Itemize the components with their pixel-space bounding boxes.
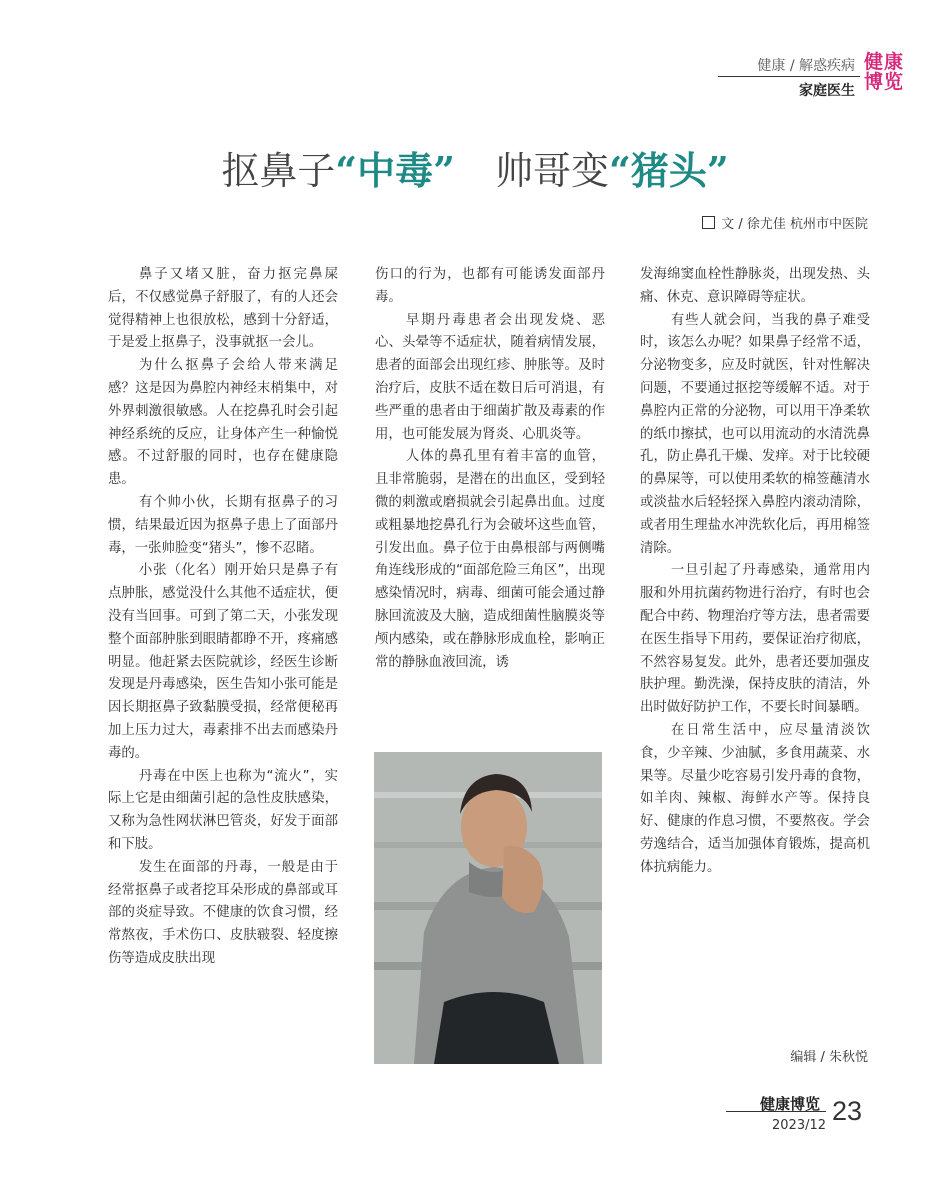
title-part-a: 抠鼻子 — [221, 149, 336, 193]
paragraph-6-tail: 伤口的行为，也都有可能诱发面部丹毒。 — [375, 267, 605, 305]
byline — [702, 213, 868, 232]
paragraph-3: 有个帅小伙，长期有抠鼻子的习惯，结果最近因为抠鼻子患上了面部丹毒，一张帅脸变“猪头”，惨不忍睹。 — [108, 494, 338, 556]
title-part-d: “猪头” — [609, 148, 729, 193]
brand-line-1: 健康 — [864, 51, 905, 73]
header-brand-logo — [864, 52, 912, 92]
paragraph-4: 小张（化名）刚开始只是鼻子有点肿胀，感觉没什么其他不适症状，便没有当回事。可到了第二天，小张发现整个面部肿胀到眼睛都睁不开，疼痛感明显。他赶紧去医院就诊，经医生诊断发现是丹毒感染，医生告知小张可能是因长期抠鼻子致黏膜受损，经常便秘再加上压力过大，毒素排不出去而感染丹毒的。 — [108, 563, 338, 761]
article-photo — [374, 752, 602, 1064]
paragraph-8-tail: 发海绵窦血栓性静脉炎，出现发热、头痛、休克、意识障碍等症状。 — [640, 267, 870, 305]
title-part-c: 帅哥变 — [495, 149, 610, 193]
man-photo-illustration — [374, 752, 602, 1064]
footer-brand: 健康博览 — [760, 1095, 821, 1113]
editor-credit: 编辑 / 朱秋悦 — [790, 1050, 868, 1065]
paragraph-11: 在日常生活中，应尽量清淡饮食，少辛辣、少油腻，多食用蔬菜、水果等。尽量少吃容易引发丹毒的食物，如羊肉、辣椒、海鲜水产等。保持良好、健康的作息习惯，不要熬夜。学会劳逸结合，适当加强体育锻炼，提高机体抗病能力。 — [640, 722, 870, 875]
paragraph-9: 有些人就会问，当我的鼻子难受时，该怎么办呢？如果鼻子经常不适，分泌物变多，应及时就医，针对性解决问题，不要通过抠挖等缓解不适。对于鼻腔内正常的分泌物，可以用干净柔软的纸巾擦拭，也可以用流动的水清洗鼻孔，防止鼻孔干燥、发痒。对于比较硬的鼻屎等，可以使用柔软的棉签蘸清水或淡盐水后轻轻探入鼻腔内滚动清除，或者用生理盐水冲洗软化后，再用棉签清除。 — [640, 312, 870, 556]
article-title — [0, 140, 950, 195]
footer-date: 2023/12 — [772, 1118, 827, 1133]
paragraph-8-head: 人体的鼻孔里有着丰富的血管，且非常脆弱，是潜在的出血区，受到轻微的刺激或磨损就会引起鼻出血。过度或粗暴地挖鼻孔行为会破坏这些血管，引发出血。鼻子位于由鼻根部与两侧嘴角连线形成的“面部危险三角区”，出现感染情况时，病毒、细菌可能会通过静脉回流波及大脑，造成细菌性脑膜炎等颅内感染，或在静脉形成血栓，影响正常的静脉血液回流，诱 — [375, 449, 605, 670]
paragraph-2: 为什么抠鼻子会给人带来满足感？这是因为鼻腔内神经末梢集中，对外界刺激很敏感。人在挖鼻孔时会引起神经系统的反应，让身体产生一种愉悦感。不过舒服的同时，也存在健康隐患。 — [108, 358, 338, 488]
byline-text: 文 / 徐尤佳 杭州市中医院 — [721, 217, 868, 232]
header-category: 健康 / 解惑疾病 — [757, 58, 855, 74]
column-2 — [375, 264, 605, 674]
column-1 — [108, 264, 338, 971]
header-rule — [718, 76, 860, 77]
brand-line-2: 博览 — [864, 71, 905, 93]
column-3 — [640, 264, 870, 880]
paragraph-7: 早期丹毒患者会出现发烧、恶心、头晕等不适症状，随着病情发展，患者的面部会出现红疹、肿胀等。及时治疗后，皮肤不适在数日后可消退，有些严重的患者由于细菌扩散及毒素的作用，也可能发展为肾炎、心肌炎等。 — [375, 312, 605, 442]
paragraph-5: 丹毒在中医上也称为“流火”，实际上它是由细菌引起的急性皮肤感染，又称为急性网状淋巴管炎，好发于面部和下肢。 — [108, 768, 338, 852]
page-number: 23 — [832, 1096, 863, 1126]
paragraph-10: 一旦引起了丹毒感染，通常用内服和外用抗菌药物进行治疗，有时也会配合中药、物理治疗等方法，患者需要在医生指导下用药，要保证治疗彻底，不然容易复发。此外，患者还要加强皮肤护理。勤洗澡，保持皮肤的清洁，外出时做好防护工作，不要长时间暴晒。 — [640, 563, 870, 716]
byline-box-icon — [702, 216, 715, 229]
paragraph-6-head: 发生在面部的丹毒，一般是由于经常抠鼻子或者挖耳朵形成的鼻部或耳部的炎症导致。不健康的饮食习惯，经常熬夜，手术伤口、皮肤皲裂、轻度擦伤等造成皮肤出现 — [108, 859, 338, 966]
title-part-b: “中毒” — [335, 148, 455, 193]
header-section: 家庭医生 — [799, 83, 855, 99]
paragraph-1: 鼻子又堵又脏，奋力抠完鼻屎后，不仅感觉鼻子舒服了，有的人还会觉得精神上也很放松，感到十分舒适，于是爱上抠鼻子，没事就抠一会儿。 — [108, 267, 338, 351]
